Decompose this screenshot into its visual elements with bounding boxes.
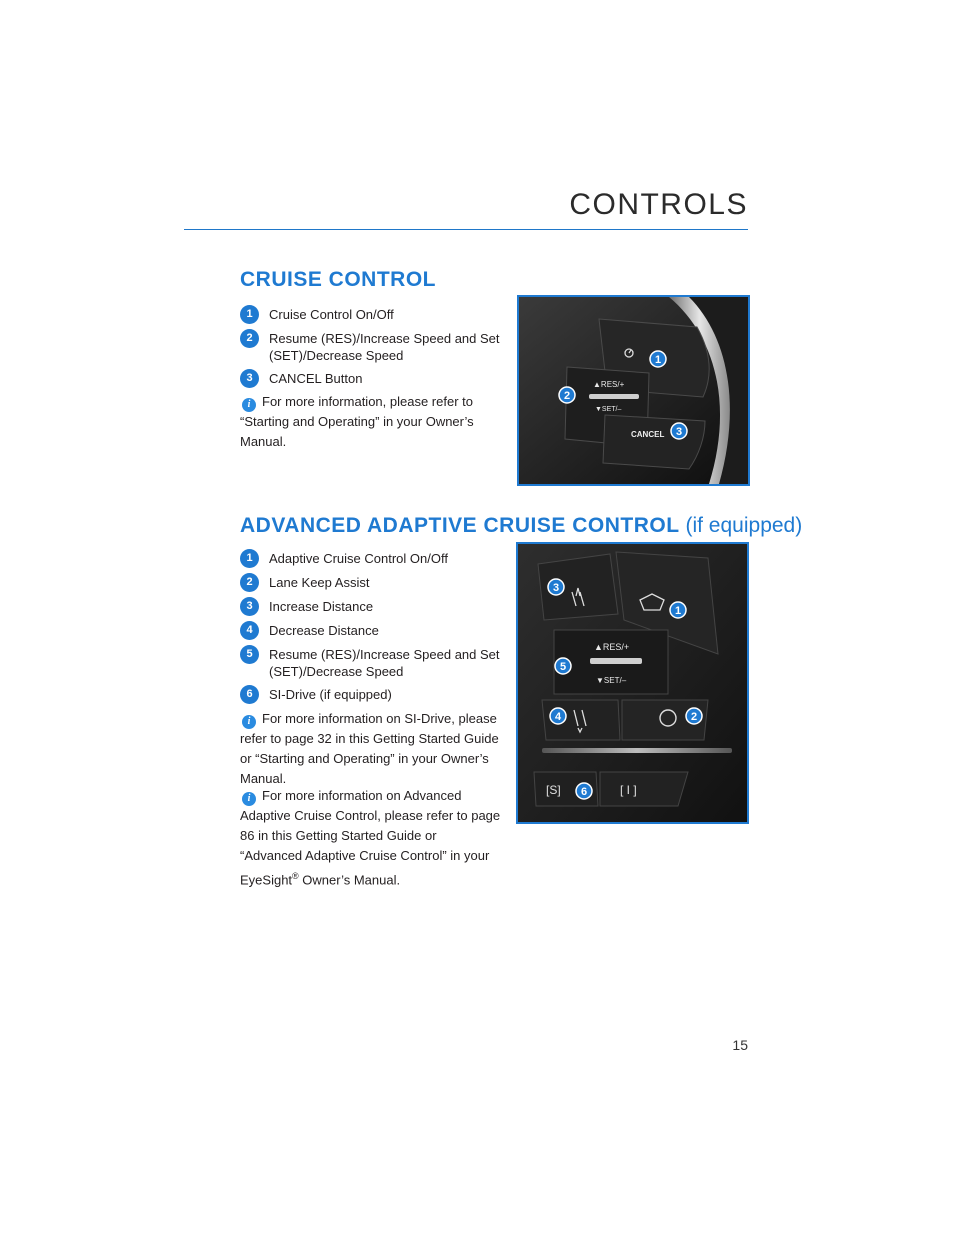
svg-text:6: 6: [581, 786, 588, 798]
list-item: [240, 330, 500, 364]
list-item: [240, 622, 500, 640]
list-item: [240, 370, 500, 388]
cruise-control-list: [240, 306, 500, 394]
svg-text:2: 2: [564, 390, 571, 402]
list-item: [240, 646, 500, 680]
callout-4: [550, 708, 566, 724]
list-item-text: Adaptive Cruise Control On/Off: [269, 551, 448, 566]
svg-text:5: 5: [560, 661, 567, 673]
list-item: [240, 550, 500, 568]
section-header-title: CONTROLS: [569, 188, 748, 221]
cruise-control-note: [240, 392, 502, 452]
number-badge: 5: [240, 645, 259, 664]
svg-text:3: 3: [553, 582, 560, 594]
number-badge: 1: [240, 305, 259, 324]
list-item-text: Lane Keep Assist: [269, 575, 370, 590]
adaptive-cruise-title-text: ADVANCED ADAPTIVE CRUISE CONTROL: [240, 514, 680, 537]
callout-1: [670, 602, 686, 618]
adaptive-cruise-list: [240, 550, 500, 710]
cruise-control-title: CRUISE CONTROL: [240, 268, 436, 291]
adaptive-cruise-note: [240, 786, 502, 890]
callout-2: [686, 708, 702, 724]
list-item-text: Increase Distance: [269, 599, 374, 614]
si-drive-s-label: [S]: [546, 783, 561, 797]
adaptive-cruise-title-suffix: (if equipped): [685, 514, 803, 537]
si-drive-note: [240, 709, 502, 789]
number-badge: 3: [240, 597, 259, 616]
list-item-text: Resume (RES)/Increase Speed and Set (SET)/Decrease Speed: [269, 647, 500, 679]
number-badge: 6: [240, 685, 259, 704]
svg-text:4: 4: [555, 711, 562, 723]
list-item-text: Decrease Distance: [269, 623, 379, 638]
list-item-text: Resume (RES)/Increase Speed and Set (SET)/Decrease Speed: [269, 331, 500, 363]
list-item: [240, 306, 500, 324]
callout-5: [555, 658, 571, 674]
callout-3: [671, 423, 687, 439]
set-label: ▼SET/–: [595, 406, 622, 413]
header-divider: [184, 229, 748, 230]
svg-text:1: 1: [675, 605, 682, 617]
list-item-text: Cruise Control On/Off: [269, 307, 394, 322]
info-icon: i: [242, 398, 256, 412]
set-label: ▼SET/–: [596, 676, 627, 685]
callout-6: [576, 783, 592, 799]
cancel-label: CANCEL: [631, 430, 665, 439]
res-label: ▲RES/+: [593, 380, 625, 389]
note-text: For more information on Advanced Adaptive Cruise Control, please refer to page 86 in this Getting Started Guide or “Advanced Adaptive Cruise Control” in your EyeSight: [240, 788, 501, 888]
svg-text:3: 3: [676, 426, 683, 438]
info-icon: i: [242, 792, 256, 806]
list-item: [240, 686, 500, 704]
callout-3: [548, 579, 564, 595]
registered-mark: ®: [292, 871, 299, 881]
list-item-text: SI-Drive (if equipped): [269, 687, 392, 702]
note-text: For more information, please refer to “Starting and Operating” in your Owner’s Manual.: [240, 394, 474, 449]
number-badge: 2: [240, 329, 259, 348]
svg-text:2: 2: [691, 711, 698, 723]
number-badge: 2: [240, 573, 259, 592]
list-item-text: CANCEL Button: [269, 371, 363, 386]
info-icon: i: [242, 715, 256, 729]
number-badge: 3: [240, 369, 259, 388]
note-text: For more information on SI-Drive, please refer to page 32 in this Getting Started Guide or “Starting and Operating” in your Owner’s Manual.: [240, 711, 499, 786]
page-number: 15: [732, 1037, 748, 1053]
adaptive-cruise-photo: [516, 542, 749, 824]
cruise-control-photo: [517, 295, 750, 486]
res-label: ▲RES/+: [594, 642, 630, 652]
number-badge: 4: [240, 621, 259, 640]
number-badge: 1: [240, 549, 259, 568]
callout-2: [559, 387, 575, 403]
list-item: [240, 598, 500, 616]
list-item: [240, 574, 500, 592]
adaptive-cruise-title: [240, 514, 802, 538]
note-text-tail: Owner’s Manual.: [298, 872, 401, 888]
callout-1: [650, 351, 666, 367]
si-drive-i-label: [ I ]: [620, 783, 637, 797]
svg-text:1: 1: [655, 354, 662, 366]
